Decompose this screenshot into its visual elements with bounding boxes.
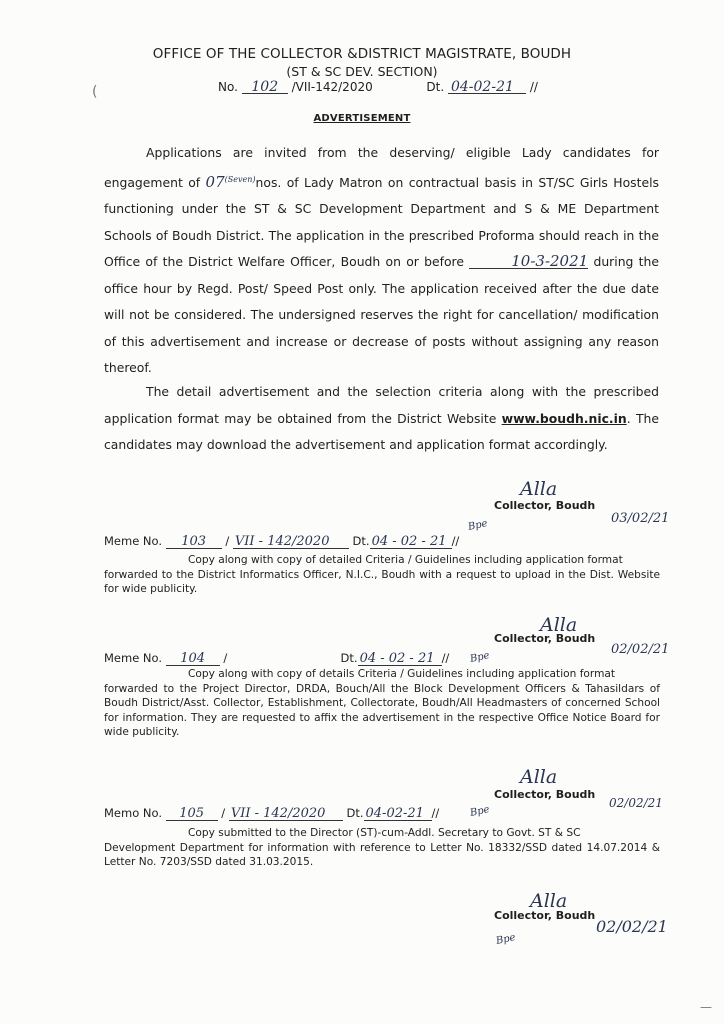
memo-105-body [104,826,660,870]
collector-signature-1: Collector, Boudh [494,499,596,512]
memo-105-line [104,806,439,821]
advertisement-paragraph-1 [104,140,659,382]
reference-line [218,80,538,94]
memo-separator: / [225,534,230,548]
office-heading: OFFICE OF THE COLLECTOR &DISTRICT MAGISTRATE, BOUDH [152,46,572,62]
memo-date-value: 04 - 02 - 21 [358,653,442,666]
p1-text-a: Applications are invited from the deserving/ eligible Lady candidates for engagement of [104,145,659,190]
signature-date-1: 03/02/21 [611,511,670,526]
p1-text-c: during the office hour by Regd. Post/ Speed Post only. The application received after the due date will not be considered. The undersigned reserves the right for cancellation/ modification of this advertisement and increase or decrease of posts without assigning any reason thereof. [104,254,660,376]
memo-date-label: Dt. [340,651,358,665]
memo-body-first: Copy submitted to the Director (ST)-cum-Addl. Secretary to Govt. ST & SC [188,827,581,839]
posts-count: 07 [205,172,225,191]
memo-104-body [104,667,660,740]
collector-signature-3: Collector, Boudh [494,788,596,801]
memo-date-tail: // [451,534,460,548]
posts-count-word: (Seven) [224,174,256,184]
scan-mark: — [700,1000,712,1014]
memo-body-rest: Development Department for information with reference to Letter No. 18332/SSD dated 14.07.2014 & Letter No. 7203/SSD dated 31.03.2015. [104,841,660,868]
signature-scribble-3: Alla [520,766,558,788]
memo-date-tail: // [441,651,450,665]
p1-text-b: nos. of Lady Matron on contractual basis in ST/SC Girls Hostels functioning under the ST & SC Development Department and S & ME Department Schools of Boudh District. The application in the prescribed Proforma should reach in the Office of the District Welfare Officer, Boudh on or before [104,174,659,270]
memo-date-value: 04 - 02 - 21 [370,536,452,549]
signature-date-3: 02/02/21 [609,796,663,810]
collector-signature-2: Collector, Boudh [494,632,596,645]
ref-no-label: No. [218,80,238,94]
p2-text-a: The detail advertisement and the selection criteria along with the prescribed application format may be obtained from the District Website [104,384,659,426]
signature-date-4: 02/02/21 [596,917,668,936]
signature-scribble-4: Alla [530,890,568,912]
memo-body-rest: forwarded to the District Informatics Officer, N.I.C., Boudh with a request to upload in the Dist. Website for wide publicity. [104,568,660,595]
memo-date-tail: // [431,806,440,820]
initials-2: Bpe [469,650,491,665]
memo-date-label: Dt. [346,806,364,820]
memo-103-body [104,553,660,597]
memo-body-rest: forwarded to the Project Director, DRDA, Bouch/All the Block Development Officers & Tahasildars of Boudh District/Asst. Collector, Establishment, Collectorate, Boudh/All Headmasters of concerned School for information. They are requested to affix the advertisement in the respective Office Notice Board for wide publicity. [104,682,660,738]
advertisement-title: ADVERTISEMENT [313,113,411,124]
signature-scribble-2: Alla [540,614,578,636]
memo-file-ref: VII - 142/2020 [233,536,349,549]
memo-body-first: Copy along with copy of detailed Criteria / Guidelines including application format [188,554,623,566]
memo-date-label: Dt. [352,534,370,548]
initials-3: Bpe [469,804,491,819]
ref-date-value: 04-02-21 [448,81,526,94]
memo-separator: / [221,806,226,820]
ref-no-value: 102 [242,81,288,94]
ref-date-tail: // [529,80,538,94]
ref-file: /VII-142/2020 [291,80,373,94]
memo-number: 104 [166,653,220,666]
memo-104-line [104,651,449,666]
p2-text-b: . The candidates may download the advertisement and application format accordingly. [104,410,659,452]
memo-file-ref: VII - 142/2020 [229,808,343,821]
advertisement-paragraph-2 [104,379,659,459]
section-heading: (ST & SC DEV. SECTION) [286,64,438,79]
signature-date-2: 02/02/21 [611,642,670,657]
district-website-link[interactable]: www.boudh.nic.in [501,410,627,426]
initials-4: Bpe [495,932,517,947]
due-date: 10-3-2021 [469,254,588,269]
collector-signature-4: Collector, Boudh [494,909,596,922]
memo-separator: / [223,651,228,665]
memo-label: Meme No. [104,534,163,548]
memo-103-line [104,534,459,549]
memo-number: 103 [166,536,222,549]
ref-date-label: Dt. [426,80,445,94]
scan-mark: ( [92,84,98,100]
memo-body-first: Copy along with copy of details Criteria / Guidelines including application format [188,668,616,680]
memo-number: 105 [166,808,218,821]
initials-1: Bpe [467,518,489,533]
memo-label: Memo No. [104,806,162,820]
memo-date-value: 04-02-21 [364,808,432,821]
memo-label: Meme No. [104,651,163,665]
signature-scribble-1: Alla [520,478,558,500]
